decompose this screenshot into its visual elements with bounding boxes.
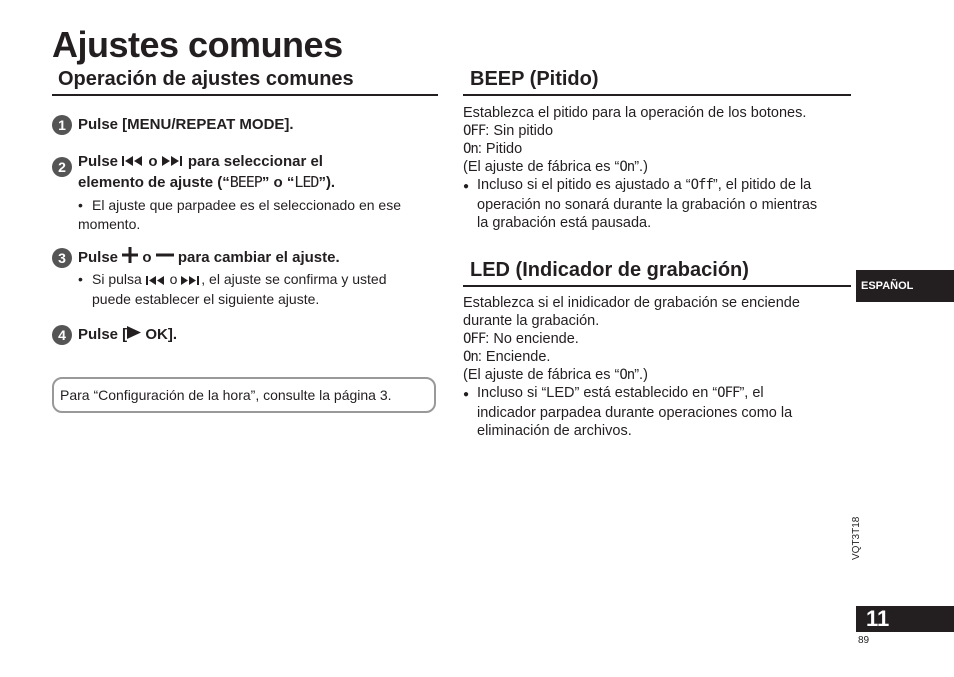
step-3-text [78, 247, 340, 269]
on-lcd-code: On [619, 367, 635, 383]
led-off-row [463, 330, 853, 348]
led-bullet-a: Incluso si “LED” está establecido en “ [477, 385, 718, 401]
led-bullet-b: ”, el [739, 385, 764, 401]
led-intro-2: durante la grabación. [463, 313, 600, 329]
step-4-pre: Pulse [ [78, 326, 128, 343]
play-icon [127, 325, 141, 345]
rewind-icon [146, 271, 166, 290]
step-3-note-a: Si pulsa [92, 271, 142, 287]
led-intro-1: Establezca si el inidicador de grabación se enciende [463, 295, 800, 311]
section-heading-beep: BEEP (Pitido) [470, 68, 599, 90]
led-lcd-label: LED [294, 173, 319, 192]
beep-on-row [463, 140, 853, 158]
step-3-pre: Pulse [78, 248, 119, 266]
language-tab: ESPAÑOL [856, 270, 954, 302]
on-lcd-code: On [463, 349, 478, 365]
beep-off-label: : Sin pitido [485, 123, 554, 139]
fast-forward-icon [181, 271, 201, 290]
beep-body [463, 104, 853, 232]
step-1-number: 1 [52, 115, 72, 135]
led-body [463, 294, 853, 440]
step-4-text [78, 325, 177, 345]
on-lcd-code: On [463, 141, 478, 157]
page-title: Ajustes comunes [52, 24, 343, 65]
beep-factory-b: ”.) [634, 159, 648, 175]
off-lcd-code: OFF [717, 385, 740, 401]
step-2-note-text: El ajuste que parpadee es el seleccionado en ese momento. [78, 197, 401, 232]
fast-forward-icon [162, 152, 184, 172]
heading-rule [463, 94, 851, 96]
off-lcd-code: OFF [463, 123, 486, 139]
led-factory [463, 366, 853, 384]
led-bullet: ● Incluso si “LED” está establecido en “OFF”, el [463, 385, 764, 401]
heading-rule [463, 285, 851, 287]
beep-lcd-label: BEEP [229, 173, 262, 192]
step-3-number: 3 [52, 248, 72, 268]
step-3-note-c: , el ajuste se confirma y usted [201, 271, 387, 287]
beep-off-row [463, 122, 853, 140]
beep-factory-a: (El ajuste de fábrica es “ [463, 159, 620, 175]
beep-intro: Establezca el pitido para la operación de los botones. [463, 105, 807, 121]
led-off-label: : No enciende. [485, 331, 579, 347]
beep-bullet: ● Incluso si el pitido es ajustado a “Off”, el pitido de la [463, 177, 812, 193]
step-2-line2c: ”). [318, 174, 336, 192]
step-3-note-d: puede establecer el siguiente ajuste. [92, 290, 320, 307]
sub-page-number: 89 [858, 635, 870, 646]
step-1-text: Pulse [MENU/REPEAT MODE]. [78, 116, 294, 133]
step-2-note: • El ajuste que parpadee es el seleccionado en ese momento. [78, 197, 401, 232]
on-lcd-code: On [619, 159, 635, 175]
off-lcd-code: OFF [463, 331, 486, 347]
step-2-or: o [148, 153, 158, 170]
step-4-number: 4 [52, 325, 72, 345]
step-3-or: o [142, 248, 152, 266]
step-2-line2b: ” o “ [261, 174, 295, 192]
section-heading-led: LED (Indicador de grabación) [470, 259, 749, 281]
step-3-note-b: o [169, 271, 178, 287]
led-factory-a: (El ajuste de fábrica es “ [463, 367, 620, 383]
led-bullet-line3: eliminación de archivos. [477, 423, 632, 439]
off-lcd-code: Off [690, 177, 713, 193]
step-3-post: para cambiar el ajuste. [177, 248, 340, 266]
step-2-post: para seleccionar el [187, 153, 323, 170]
page-number: 11 [856, 606, 954, 632]
minus-icon [156, 247, 174, 269]
section-heading-common-settings: Operación de ajustes comunes [58, 68, 354, 90]
rewind-icon [122, 152, 144, 172]
step-2-pre: Pulse [78, 153, 119, 170]
step-2-line2a: elemento de ajuste (“ [78, 174, 230, 192]
beep-bullet-line2: operación no sonará durante la grabación o mientras [477, 197, 818, 213]
step-2-number: 2 [52, 157, 72, 177]
beep-bullet-a: Incluso si el pitido es ajustado a “ [477, 177, 691, 193]
led-bullet-line2: indicador parpadea durante operaciones como la [477, 405, 793, 421]
step-2-text [78, 152, 438, 193]
document-code: VQT3T18 [851, 516, 862, 560]
step-3-note: • Si pulsa o , el ajuste se confirma y usted puede establecer el siguiente ajuste. [78, 271, 387, 307]
led-on-label: : Enciende. [477, 349, 551, 365]
beep-bullet-line3: la grabación está pausada. [477, 215, 652, 231]
heading-rule [52, 94, 438, 96]
plus-icon [122, 247, 138, 269]
beep-on-label: : Pitido [477, 141, 523, 157]
step-4-post: OK]. [141, 326, 178, 343]
beep-factory [463, 158, 853, 176]
led-on-row [463, 348, 853, 366]
beep-bullet-b: ”, el pitido de la [712, 177, 812, 193]
reference-box: Para “Configuración de la hora”, consulte la página 3. [52, 377, 436, 413]
led-factory-b: ”.) [634, 367, 648, 383]
